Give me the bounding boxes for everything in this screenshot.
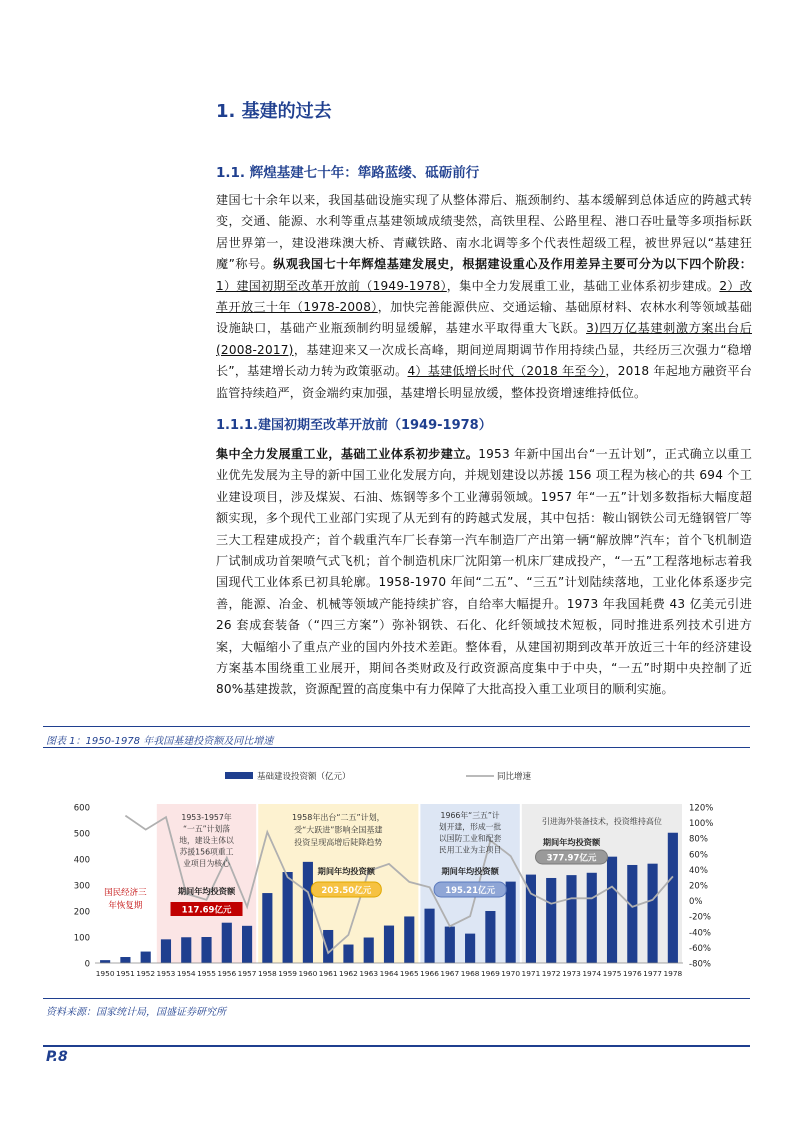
- bar-1954: [181, 937, 191, 963]
- x-tick-label: 1962: [339, 969, 358, 978]
- bar-1961: [323, 930, 333, 963]
- bar-1957: [242, 926, 252, 963]
- annotation-a2-text: 投资呈现高增后陡降趋势: [294, 838, 383, 847]
- page-number: P.8: [46, 1049, 68, 1065]
- right-tick-label: 120%: [689, 803, 714, 814]
- bar-1970: [506, 882, 516, 963]
- annotation-a3-value: 195.21亿元: [445, 886, 496, 896]
- stage-3: 3)四万亿基建刺激方案出台后(2008-2017): [216, 321, 752, 357]
- annotation-a2-label: 期间年均投资额: [317, 866, 375, 876]
- bar-1956: [222, 923, 232, 963]
- body-paragraph: [216, 444, 752, 701]
- footer-rule: [43, 1045, 750, 1047]
- x-tick-label: 1969: [480, 969, 500, 978]
- x-tick-label: 1964: [379, 969, 399, 978]
- x-tick-label: 1975: [602, 969, 622, 978]
- bar-1952: [141, 952, 151, 963]
- x-tick-label: 1954: [176, 969, 196, 978]
- annotation-a1-label: 期间年均投资额: [177, 886, 236, 896]
- right-tick-label: 20%: [689, 881, 708, 892]
- right-tick-label: -20%: [689, 912, 711, 923]
- annotation-a1-text: 苏援156项重工: [179, 847, 234, 857]
- section-heading-1: 1. 基建的过去: [216, 101, 332, 122]
- source-note: 资料来源：国家统计局，国盛证券研究所: [46, 1007, 226, 1018]
- bar-1976: [627, 865, 637, 963]
- bar-1962: [343, 945, 353, 963]
- right-tick-label: 40%: [689, 865, 708, 876]
- x-tick-label: 1965: [399, 969, 419, 978]
- x-tick-label: 1974: [582, 969, 602, 978]
- x-tick-label: 1963: [359, 969, 379, 978]
- stage-1: 1）建国初期至改革开放前（1949-1978）: [216, 278, 447, 293]
- annotation-a2-text: 受“大跃进”影响全国基建: [294, 825, 383, 835]
- legend-line-label: 同比增速: [497, 772, 532, 782]
- bar-1951: [120, 957, 130, 963]
- x-tick-label: 1950: [95, 969, 115, 978]
- x-tick-label: 1952: [136, 969, 156, 978]
- left-tick-label: 400: [73, 855, 90, 866]
- source-rule: [43, 998, 750, 999]
- bar-1959: [283, 872, 293, 963]
- stage-1-desc: ，集中全力发展重工业，基础工业体系初步建成。: [446, 278, 720, 293]
- annotation-a4-label: 期间年均投资额: [542, 837, 601, 847]
- annotation-a1-text: 1953-1957年: [181, 813, 232, 822]
- right-tick-label: -40%: [689, 928, 711, 939]
- annotation-a4-text: 引进海外装备技术，投资维持高位: [541, 817, 662, 826]
- x-tick-label: 1951: [116, 969, 135, 978]
- x-tick-label: 1953: [156, 969, 176, 978]
- legend-bar-swatch: [225, 772, 253, 779]
- x-tick-label: 1961: [318, 969, 338, 978]
- bar-1967: [445, 927, 455, 963]
- x-tick-label: 1960: [298, 969, 318, 978]
- x-tick-label: 1955: [197, 969, 216, 978]
- left-tick-label: 200: [73, 907, 90, 918]
- annotation-a3-label: 期间年均投资额: [441, 866, 499, 876]
- annotation-a3-text: 1966年“三五”计: [440, 811, 500, 820]
- stage-4-desc: ，2018 年起地方融资平台监管持续趋严，资金端约束加强，基建增长明显放缓，整体投资增速维持低位。: [216, 364, 752, 400]
- x-tick-label: 1958: [257, 969, 277, 978]
- x-tick-label: 1957: [237, 969, 257, 978]
- figure-caption: 图表 1：1950-1978 年我国基建投资额及同比增速: [46, 736, 274, 747]
- x-tick-label: 1973: [562, 969, 581, 978]
- x-tick-label: 1971: [521, 969, 541, 978]
- bar-1973: [566, 875, 576, 963]
- annotation-a0-text: 年恢复期: [108, 901, 143, 911]
- annotation-a0-text: 国民经济三: [104, 888, 147, 898]
- stage-2-desc: ，加快完善能源供应、交通运输、基础原材料、农林水利等领域基础设施缺口，基础产业瓶颈制约明显缓解，基建水平取得重大飞跃。: [216, 300, 752, 336]
- x-tick-label: 1977: [643, 969, 662, 978]
- bar-1963: [364, 938, 374, 963]
- stage-3-desc: ，基建迎来又一次成长高峰，期间逆周期调节作用持续凸显，共经历三次强力“稳增长”，基建增长动力转为政策驱动。: [216, 342, 752, 379]
- bar-1964: [384, 926, 394, 963]
- x-tick-label: 1978: [663, 969, 683, 978]
- left-tick-label: 300: [73, 881, 90, 892]
- annotation-a1-text: 业项目为核心: [183, 859, 230, 868]
- stage-2: 2）改革开放三十年（1978-2008）: [216, 278, 752, 315]
- annotation-a1-text: 地，建设主体以: [179, 836, 234, 845]
- x-tick-label: 1967: [440, 969, 460, 978]
- right-tick-label: 60%: [689, 850, 708, 861]
- stage-4: 4）基建低增长时代（2018 年至今）: [407, 364, 606, 379]
- bar-1974: [587, 873, 597, 963]
- x-tick-label: 1956: [217, 969, 237, 978]
- annotation-a2-value: 203.50亿元: [321, 886, 372, 896]
- left-tick-label: 0: [84, 959, 90, 970]
- body-text: 1953 年新中国出台“一五计划”，正式确立以重工业优先发展为主导的新中国工业化发展方向，并规划建设以苏援 156 项工程为核心的共 694 个工业建设项目，涉及煤炭、石油、炼钢等多个工业薄弱领域。1957 年“一五”计划多数指标大幅度超额实现，多个现代工业部门实现了从无到有的跨越式发展，其中包括：鞍山钢铁公司无缝钢管厂等三大工程建成投产；首个载重汽车厂长春第一汽车制造厂产出第一辆“解放牌”汽车；首个飞机制造厂试制成功首架喷气式飞机；首个制造机床厂沈阳第一机床厂建成投产，“一五”工程落地标志着我国现代工业体系已初具轮廓。1958-1970 年间“二五”、“三五”计划陆续落地，工业化体系逐步完善，能源、冶金、机械等领域产能持续扩容，自给率大幅提升。1973 年我国耗费 43 亿美元引进 26 套成套装备（“四三方案”）弥补钢铁、石化、化纤领域技术短板，同时推进系列技术引进方案，大幅缩小了重点产业的国内外技术差距。整体看，从建国初期到改革开放近三十年的经济建设方案基本围绕重工业展开，期间各类财政及行政资源高度集中于中央，“一五”时期中央控制了近 80%基建拨款，资源配置的高度集中有力保障了大批高投入重工业项目的顺利实施。: [216, 447, 753, 697]
- bar-1978: [668, 833, 678, 963]
- bar-1968: [465, 934, 475, 963]
- annotation-a3-text: 以国防工业和配套: [438, 834, 502, 843]
- annotation-box-a4: [522, 804, 682, 963]
- x-tick-label: 1972: [541, 969, 561, 978]
- bar-1966: [424, 909, 434, 963]
- left-tick-label: 600: [73, 803, 90, 814]
- right-tick-label: 80%: [689, 834, 708, 845]
- right-tick-label: 100%: [689, 819, 714, 830]
- bar-1950: [100, 960, 110, 963]
- annotation-a1-text: “一五”计划落: [182, 824, 231, 834]
- annotation-a3-text: 民用工业为主项目: [438, 845, 502, 855]
- section-heading-1-1: 1.1. 辉煌基建七十年：筚路蓝缕、砥砺前行: [216, 165, 480, 181]
- bar-1965: [404, 916, 414, 963]
- bar-1960: [303, 862, 313, 963]
- intro-paragraph: [216, 190, 752, 404]
- caption-rule: [43, 726, 750, 727]
- annotation-a2-text: 1958年出台“二五”计划，: [291, 813, 385, 822]
- intro-text: 建国七十余年以来，我国基础设施实现了从整体滞后、瓶颈制约、基本缓解到总体适应的跨越式转变，交通、能源、水利等重点基建领域成绩斐然，高铁里程、公路里程、港口吞吐量等多项指标跃居世界第一，建设港珠澳大桥、青藏铁路、南水北调等多个代表性超级工程，被世界冠以“基建狂魔”称号。: [216, 193, 752, 272]
- left-tick-label: 100: [73, 933, 90, 944]
- right-tick-label: 0%: [689, 897, 703, 908]
- investment-chart: [40, 752, 753, 990]
- annotation-a1-value: 117.69亿元: [181, 905, 232, 916]
- right-tick-label: -60%: [689, 943, 711, 954]
- body-bold: 集中全力发展重工业，基础工业体系初步建立。: [216, 447, 479, 461]
- bar-1977: [648, 864, 658, 963]
- bar-1972: [546, 878, 556, 963]
- left-tick-label: 500: [73, 829, 90, 840]
- section-heading-1-1-1: 1.1.1.建国初期至改革开放前（1949-1978）: [216, 418, 492, 433]
- right-tick-label: -80%: [689, 959, 711, 970]
- x-tick-label: 1976: [622, 969, 642, 978]
- bar-1953: [161, 939, 171, 963]
- chart-top-rule: [43, 747, 750, 748]
- bar-1955: [201, 937, 211, 963]
- x-tick-label: 1968: [460, 969, 480, 978]
- annotation-a3-text: 划开建，形成一批: [438, 822, 502, 832]
- bar-1975: [607, 857, 617, 963]
- x-tick-label: 1959: [278, 969, 298, 978]
- bar-1958: [262, 893, 272, 963]
- intro-bold: 纵观我国七十年辉煌基建发展史，根据建设重心及作用差异主要可分为以下四个阶段：: [273, 257, 752, 272]
- bar-1969: [485, 911, 495, 963]
- x-tick-label: 1966: [420, 969, 439, 978]
- legend-bar-label: 基础建设投资额（亿元）: [257, 772, 351, 782]
- annotation-a4-value: 377.97亿元: [546, 853, 597, 864]
- x-tick-label: 1970: [501, 969, 521, 978]
